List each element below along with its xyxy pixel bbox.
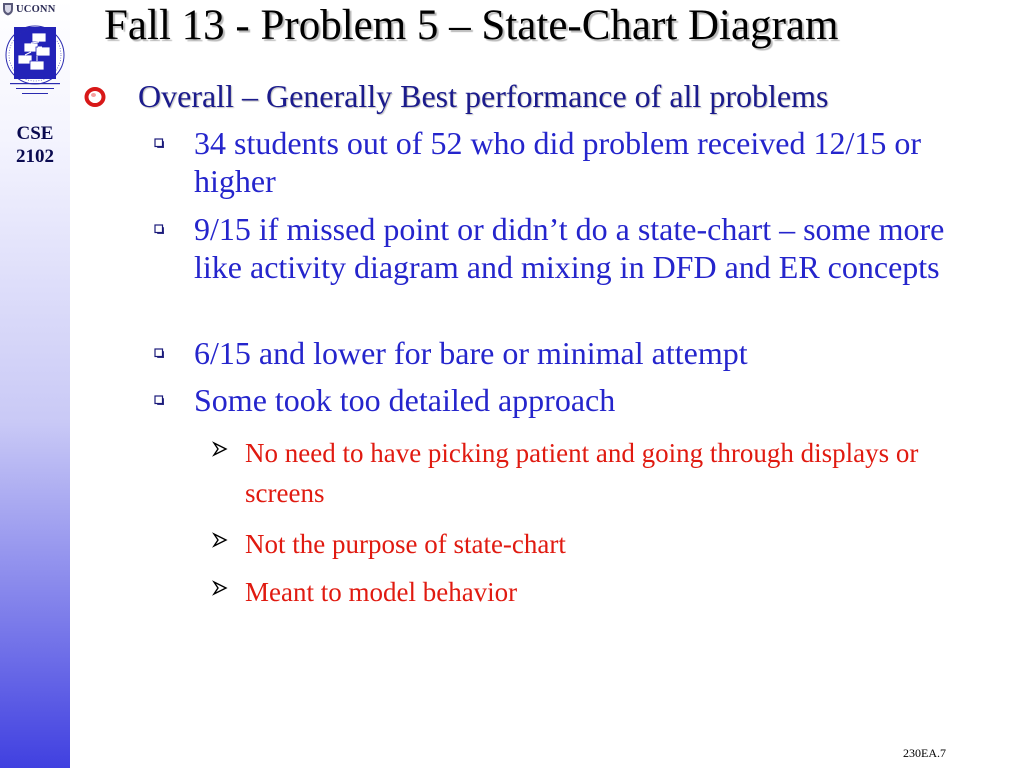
sub-bullet-item xyxy=(154,334,984,372)
detail-bullet-item xyxy=(212,524,992,564)
sub-point-text: 6/15 and lower for bare or minimal attempt xyxy=(194,335,748,371)
sub-bullet-item xyxy=(154,210,984,286)
arrow-bullet-icon xyxy=(212,532,228,548)
sub-bullet-item xyxy=(154,381,984,419)
slide-number: 230EA.7 xyxy=(903,746,946,760)
sub-point-text: 34 students out of 52 who did problem received 12/15 or higher xyxy=(194,125,921,199)
slide-title: Fall 13 - Problem 5 – State-Chart Diagram xyxy=(104,2,839,49)
arrow-bullet-icon xyxy=(212,580,228,596)
detail-bullet-item xyxy=(212,572,992,612)
square-bullet-icon xyxy=(154,138,164,148)
detail-point-text: No need to have picking patient and going through displays or screens xyxy=(245,438,919,508)
sub-point-text: Some took too detailed approach xyxy=(194,382,616,418)
uconn-wordmark: UCONN xyxy=(16,3,56,15)
square-bullet-icon xyxy=(154,348,164,358)
detail-point-text: Meant to model behavior xyxy=(245,577,518,607)
detail-point-text: Not the purpose of state-chart xyxy=(245,529,566,559)
sub-bullet-item xyxy=(154,124,984,200)
arrow-bullet-icon xyxy=(212,441,228,457)
course-dept: CSE xyxy=(16,123,54,144)
detail-bullet-item xyxy=(212,433,992,513)
square-bullet-icon xyxy=(154,224,164,234)
sub-point-text: 9/15 if missed point or didn’t do a state-chart – some more like activity diagram and mixing in DFD and ER concepts xyxy=(194,211,945,285)
main-point-text: Overall – Generally Best performance of all problems xyxy=(138,78,829,114)
main-bullet-item xyxy=(84,76,1014,116)
course-number: 2102 xyxy=(16,146,54,167)
circle-bullet-icon xyxy=(84,87,106,107)
square-bullet-icon xyxy=(154,395,164,405)
